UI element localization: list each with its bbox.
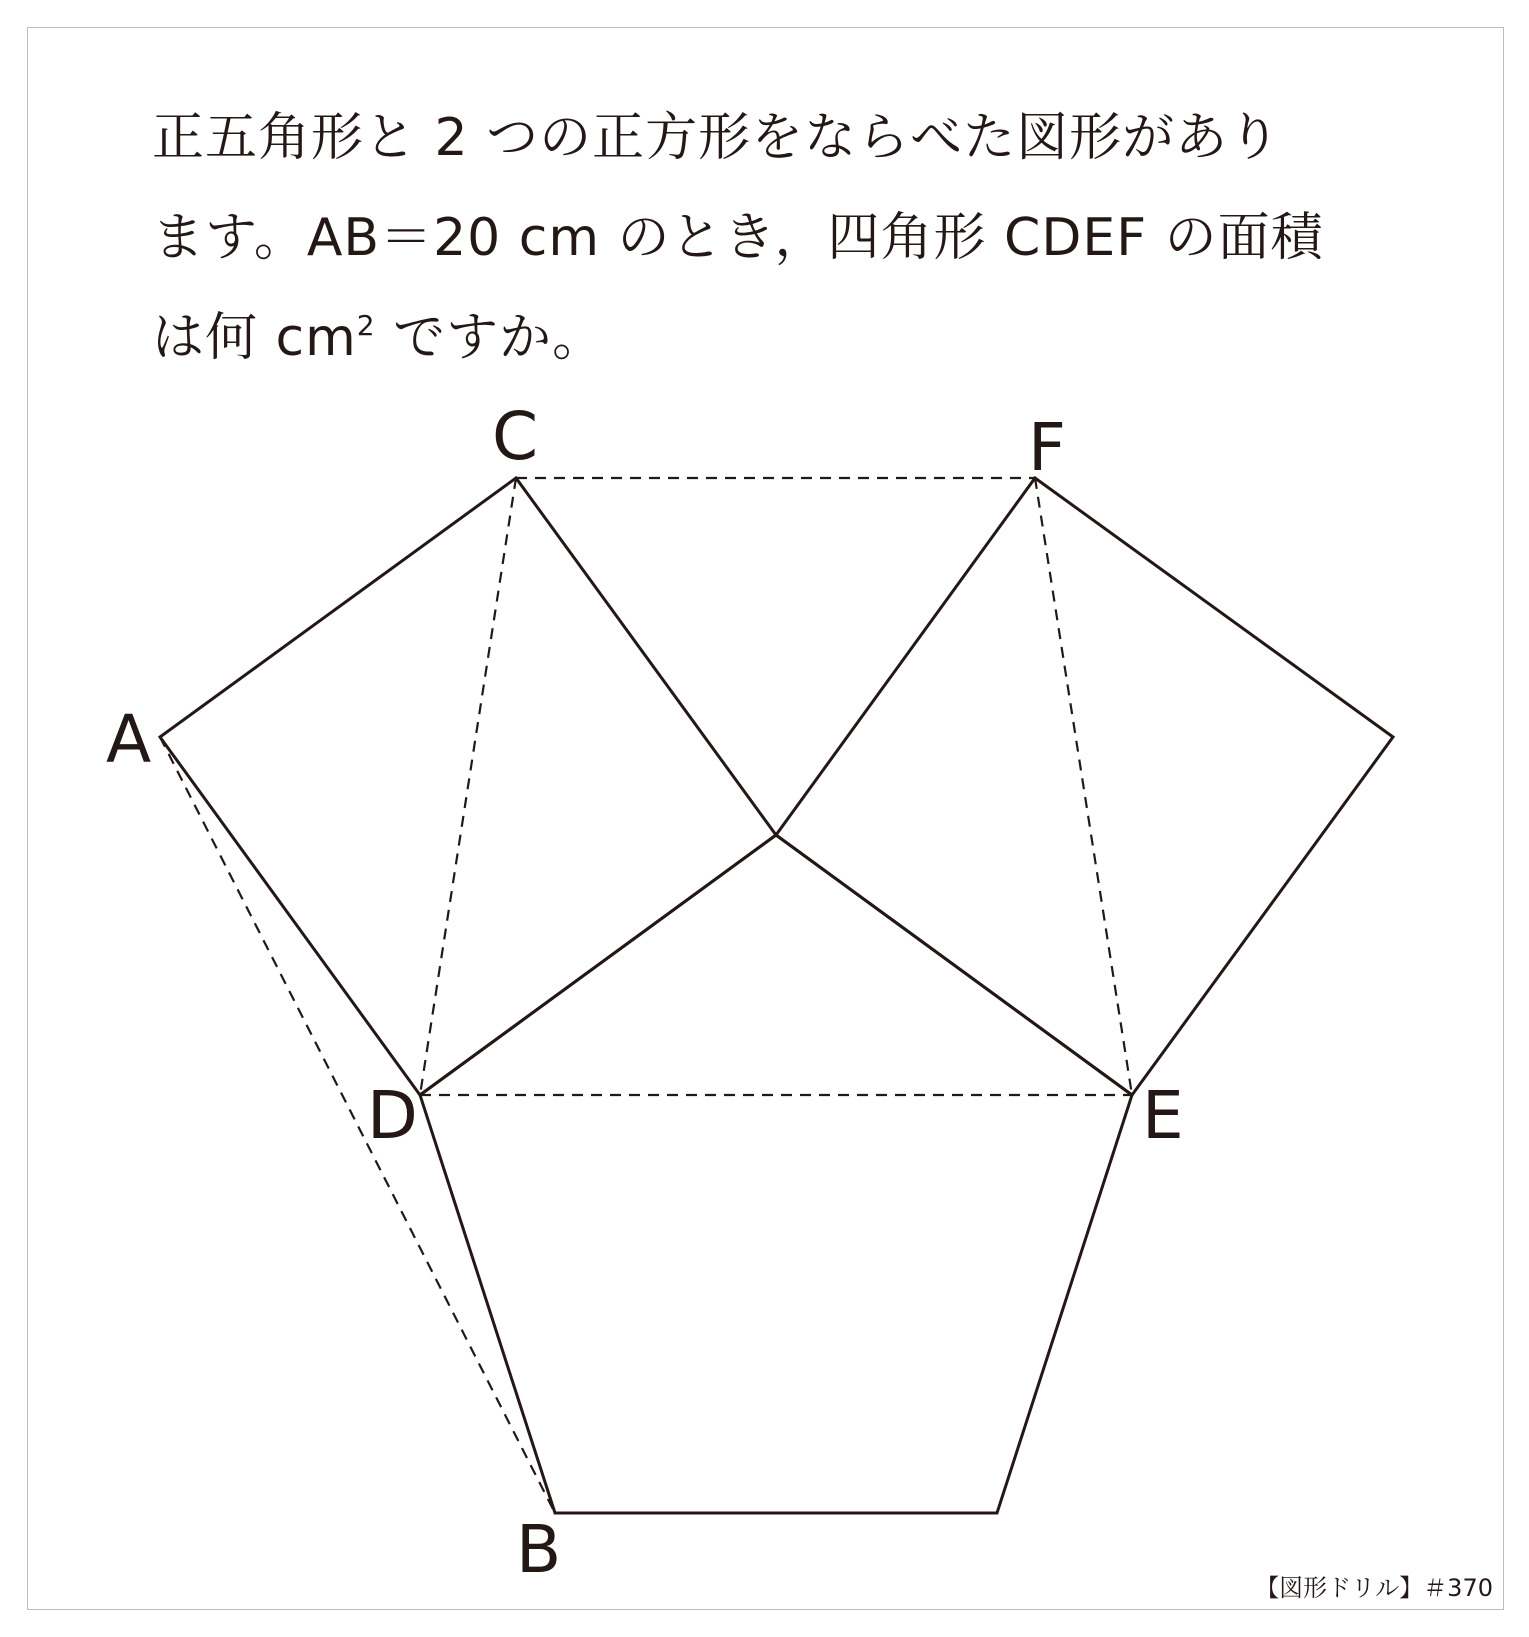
segment-FE: [1035, 478, 1132, 1095]
problem-line-3-post: ですか。: [375, 308, 606, 368]
label-B: B: [516, 1511, 562, 1588]
label-E: E: [1142, 1077, 1184, 1154]
regular-pentagon: [420, 835, 1132, 1513]
squared-exponent: 2: [356, 309, 376, 342]
label-C: C: [492, 398, 539, 475]
problem-line-2: ます。AB＝20 cm のとき，四角形 CDEF の面積: [152, 208, 1324, 268]
label-A: A: [106, 701, 152, 778]
problem-line-3-pre: は何 cm: [152, 308, 357, 368]
problem-line-1: 正五角形と 2 つの正方形をならべた図形があり: [152, 108, 1282, 168]
label-F: F: [1028, 409, 1066, 486]
segment-CD: [420, 478, 516, 1095]
segment-AB: [160, 737, 555, 1513]
label-D: D: [367, 1077, 418, 1154]
credit-label: 【図形ドリル】＃370: [1255, 1574, 1493, 1602]
